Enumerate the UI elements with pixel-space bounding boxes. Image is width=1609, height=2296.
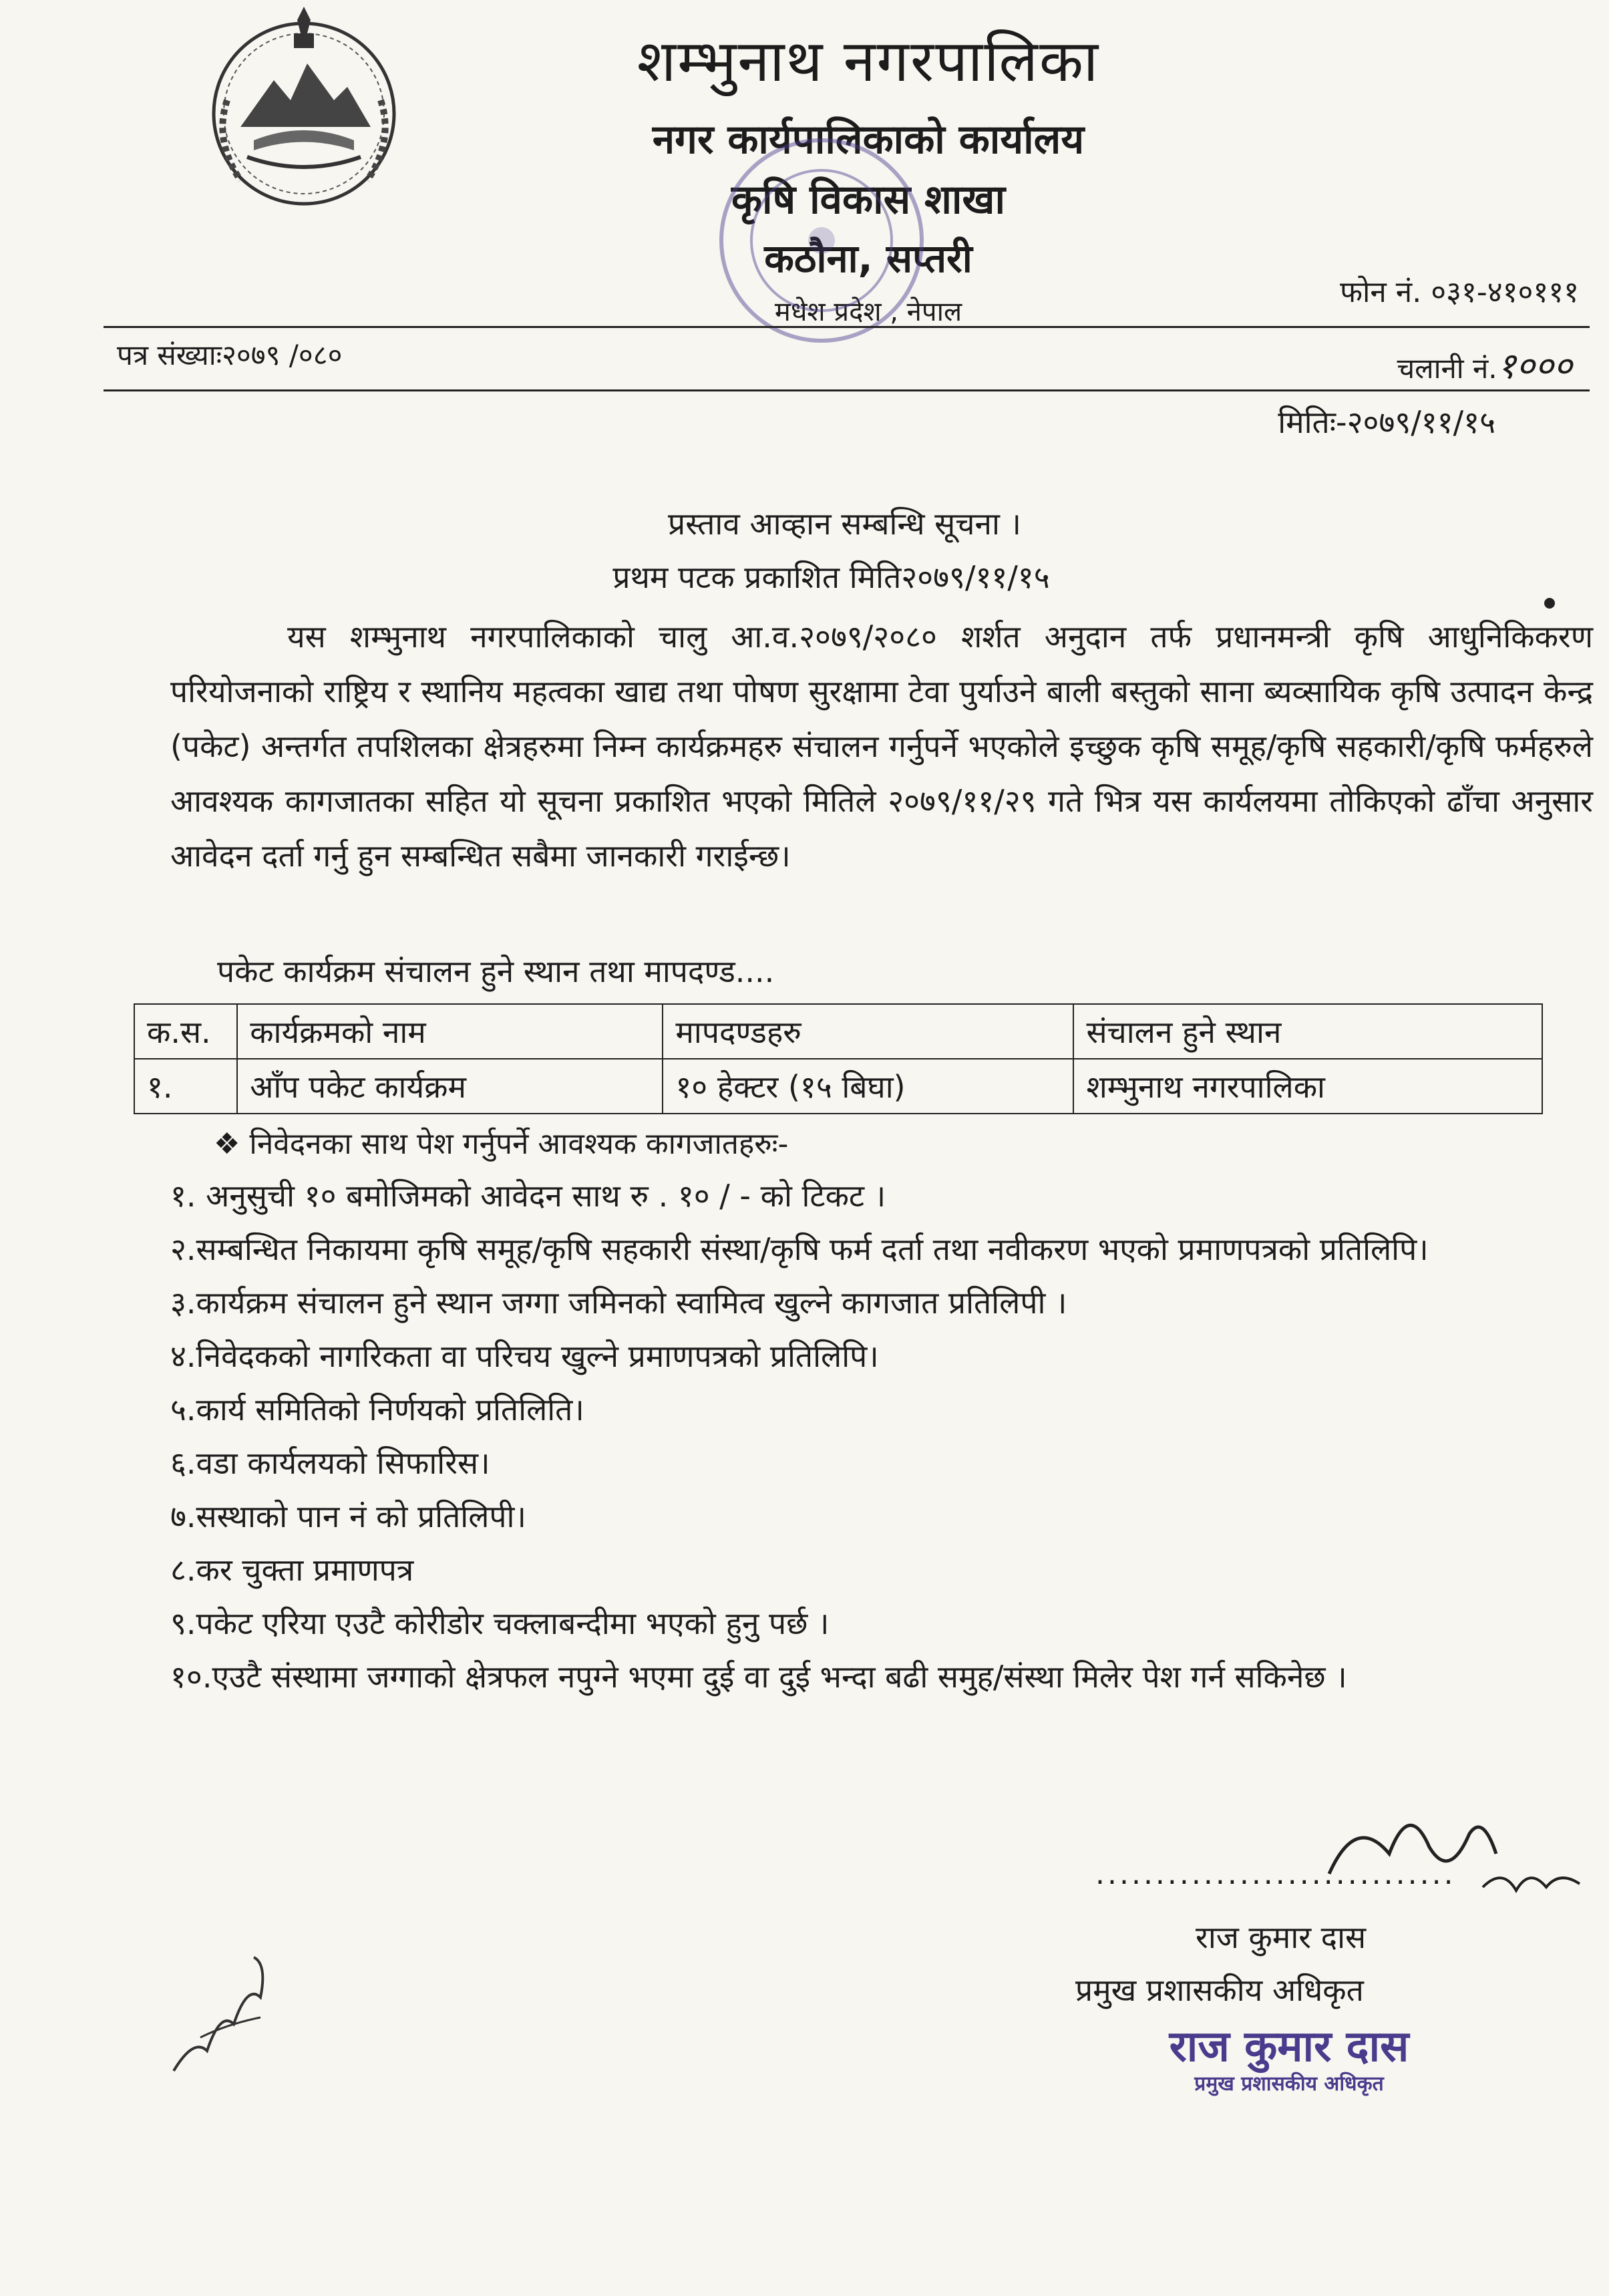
- list-item: २.सम्बन्धित निकायमा कृषि समूह/कृषि सहकारी संस्था/कृषि फर्म दर्ता तथा नवीकरण भएको प्रमाणपत्रको प्रतिलिपि।: [170, 1231, 1429, 1267]
- list-item: १०.एउटै संस्थामा जग्गाको क्षेत्रफल नपुग्ने भएमा दुई वा दुई भन्दा बढी समुह/संस्था मिलेर पेश गर्न सकिनेछ ।: [170, 1659, 1347, 1695]
- list-item: ७.सस्थाको पान नं को प्रतिलिपी।: [170, 1498, 526, 1534]
- header-program-name: कार्यक्रमको नाम: [237, 1004, 663, 1059]
- office-name: नगर कार्यपालिकाको कार्यालय: [652, 116, 1085, 163]
- stamp-title: प्रमुख प्रशासकीय अधिकृत: [1194, 2072, 1384, 2096]
- list-item: ९.पकेट एरिया एउटै कोरीडोर चक्लाबन्दीमा भएको हुनु पर्छ ।: [170, 1605, 830, 1641]
- letter-number: पत्र संख्याः२०७९ /०८०: [117, 339, 343, 371]
- signature-line: ..............................: [1095, 1857, 1456, 1891]
- cell-criteria: १० हेक्टर (१५ बिघा): [663, 1059, 1073, 1114]
- office-seal-icon: [711, 130, 932, 351]
- notice-published-date: प्रथम पटक प्रकाशित मिति२०७९/११/१५: [612, 559, 1050, 595]
- list-item: ५.कार्य समितिको निर्णयको प्रतिलिति।: [170, 1391, 584, 1428]
- section-name: कृषि विकास शाखा: [731, 176, 1006, 223]
- stamp-name: राज कुमार दास: [1169, 2022, 1409, 2072]
- cell-program-name: आँप पकेट कार्यक्रम: [237, 1059, 663, 1114]
- header-criteria: मापदण्डहरु: [663, 1004, 1073, 1059]
- cell-location: शम्भुनाथ नगरपालिका: [1073, 1059, 1542, 1114]
- list-item: ३.कार्यक्रम संचालन हुने स्थान जग्गा जमिनको स्वामित्व खुल्ने कागजात प्रतिलिपी ।: [170, 1285, 1067, 1321]
- letter-date: मितिः-२०७९/११/१५: [1278, 404, 1495, 440]
- requirements-list: [170, 1169, 1593, 1703]
- signature-scribble-icon: [1316, 1774, 1596, 1914]
- packet-intro: पकेट कार्यक्रम संचालन हुने स्थान तथा मापदण्ड....: [217, 953, 775, 989]
- office-province: मधेश प्रदेश , नेपाल: [774, 297, 962, 327]
- header-location: संचालन हुने स्थान: [1073, 1004, 1542, 1059]
- dispatch-number-line: [1397, 339, 1572, 389]
- municipality-name: शम्भुनाथ नगरपालिका: [637, 28, 1100, 95]
- notice-title: प्रस्ताव आव्हान सम्बन्धि सूचना ।: [668, 506, 1021, 542]
- cell-serial: १.: [134, 1059, 237, 1114]
- header-serial: क.स.: [134, 1004, 237, 1059]
- table-row: [134, 1059, 1542, 1114]
- list-item: ६.वडा कार्यलयको सिफारिस।: [170, 1445, 490, 1481]
- signer-title: प्रमुख प्रशासकीय अधिकृत: [1075, 1972, 1364, 2008]
- requirements-heading: ❖ निवेदनका साथ पेश गर्नुपर्ने आवश्यक कागजातहरुः-: [214, 1127, 789, 1161]
- program-table: [134, 1003, 1543, 1114]
- divider-bottom: [104, 389, 1590, 391]
- list-item: ८.कर चुक्ता प्रमाणपत्र: [170, 1552, 414, 1588]
- name-stamp: [1129, 2021, 1449, 2096]
- dispatch-number: १०००: [1497, 345, 1572, 387]
- signer-name: राज कुमार दास: [1196, 1919, 1367, 1955]
- office-location: कठौना, सप्तरी: [764, 236, 972, 281]
- initial-scribble-icon: [160, 1937, 281, 2084]
- dispatch-label: चलानी नं.: [1397, 352, 1497, 385]
- divider-top: [104, 326, 1590, 328]
- ink-dot: [1544, 598, 1555, 609]
- notice-body: यस शम्भुनाथ नगरपालिकाको चालु आ.व.२०७९/२०८० शर्शत अनुदान तर्फ प्रधानमन्त्री कृषि आधुनिकिकरण परियोजनाको राष्ट्रिय र स्थानिय महत्वका खाद्य तथा पोषण सुरक्षामा टेवा पुर्याउने बाली बस्तुको साना ब्यव्सायिक कृषि उत्पादन केन्द्र (पकेट) अन्तर्गत तपशिलका क्षेत्रहरुमा निम्न कार्यक्रमहरु संचालन गर्नुपर्ने भएकोले इच्छुक कृषि समूह/कृषि सहकारी/कृषि फर्महरुले आवश्यक कागजातका सहित यो सूचना प्रकाशित भएको मितिले २०७९/११/२९ गते भित्र यस कार्यलयमा तोकिएको ढाँचा अनुसार आवेदन दर्ता गर्नु हुन सम्बन्धित सबैमा जानकारी गराईन्छ।: [170, 619, 1593, 874]
- nepal-emblem-icon: [200, 7, 407, 214]
- list-item: ४.निवेदकको नागरिकता वा परिचय खुल्ने प्रमाणपत्रको प्रतिलिपि।: [170, 1338, 879, 1374]
- list-item: १. अनुसुची १० बमोजिमको आवेदन साथ रु . १० / - को टिकट ।: [170, 1178, 886, 1214]
- table-header-row: [134, 1004, 1542, 1059]
- office-phone: फोन नं. ०३१-४१०१११: [1340, 275, 1579, 309]
